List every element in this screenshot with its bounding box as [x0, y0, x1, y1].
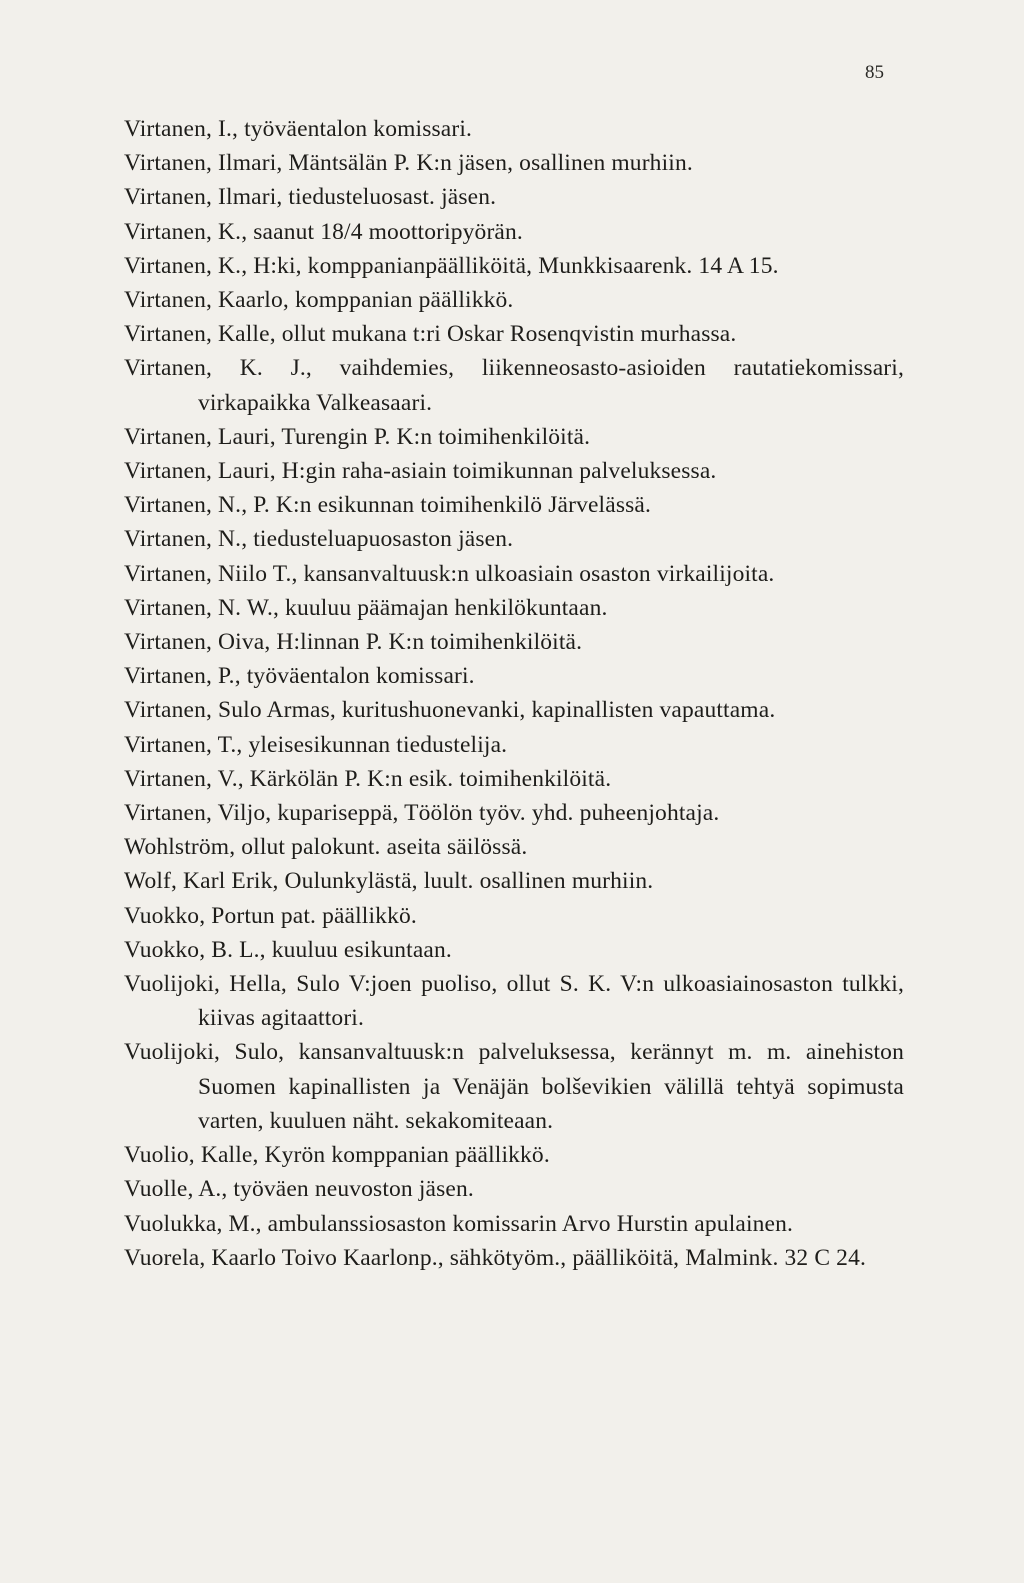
register-entry-list: [124, 112, 904, 1275]
register-entry: Virtanen, K., saanut 18/4 moottoripyörän.: [124, 218, 523, 245]
register-entry: Virtanen, I., työväentalon komissari.: [124, 116, 473, 142]
register-entry: Vuolukka, M., ambulanssiosaston komissarin Arvo Hurstin apulainen.: [124, 1210, 794, 1237]
register-entry: Virtanen, Niilo T., kansanvaltuusk:n ulkoasiain osaston virkailijoita.: [124, 560, 775, 587]
register-entry: Virtanen, Kaarlo, komppanian päällikkö.: [124, 287, 514, 314]
register-entry: Virtanen, Lauri, Turengin P. K:n toimihenkilöitä.: [124, 423, 591, 450]
register-entry: Virtanen, Ilmari, tiedusteluosast. jäsen.: [124, 184, 497, 211]
register-entry: Vuolio, Kalle, Kyrön komppanian päällikkö.: [124, 1142, 550, 1169]
register-entry: Vuolijoki, Sulo, kansanvaltuusk:n palveluksessa, kerännyt m. m. ainehiston Suomen kapinallisten ja Venäjän bolševikien välillä tehtyä sopimusta varten, kuuluen näht. sekakomiteaan.: [124, 1039, 904, 1134]
register-entry: Virtanen, Sulo Armas, kuritushuonevanki, kapinallisten vapauttama.: [124, 697, 776, 724]
register-entry: Wohlström, ollut palokunt. aseita säilössä.: [124, 834, 528, 861]
register-entry: Virtanen, T., yleisesikunnan tiedustelija.: [124, 731, 508, 758]
register-entry: Virtanen, Viljo, kupariseppä, Töölön työv. yhd. puheenjohtaja.: [124, 800, 720, 827]
register-entry: Virtanen, N., P. K:n esikunnan toimihenkilö Järvelässä.: [124, 492, 652, 519]
register-entry: Virtanen, Kalle, ollut mukana t:ri Oskar Rosenqvistin murhassa.: [124, 321, 737, 348]
register-entry: Vuolijoki, Hella, Sulo V:joen puoliso, ollut S. K. V:n ulkoasiainosaston tulkki, kiivas agitaattori.: [124, 971, 904, 1032]
register-entry: Virtanen, V., Kärkölän P. K:n esik. toimihenkilöitä.: [124, 765, 612, 792]
register-entry: Vuolle, A., työväen neuvoston jäsen.: [124, 1176, 474, 1203]
page-number: 85: [865, 62, 884, 83]
register-entry: Wolf, Karl Erik, Oulunkylästä, luult. osallinen murhiin.: [124, 868, 654, 895]
register-entry: Virtanen, P., työväentalon komissari.: [124, 663, 475, 690]
register-entry: Virtanen, Lauri, H:gin raha-asiain toimikunnan palveluksessa.: [124, 458, 717, 485]
register-entry: Virtanen, Oiva, H:linnan P. K:n toimihenkilöitä.: [124, 629, 583, 656]
register-entry: Vuokko, Portun pat. päällikkö.: [124, 902, 417, 929]
register-entry: Virtanen, K. J., vaihdemies, liikenneosasto-asioiden rautatiekomissari, virkapaikka Valkeasaari.: [124, 355, 904, 416]
register-entry: Virtanen, K., H:ki, komppanianpäälliköitä, Munkkisaarenk. 14 A 15.: [124, 252, 779, 279]
register-entry: Vuorela, Kaarlo Toivo Kaarlonp., sähkötyöm., päälliköitä, Malmink. 32 C 24.: [124, 1244, 866, 1271]
register-entry: Virtanen, N., tiedusteluapuosaston jäsen.: [124, 526, 514, 553]
register-entry: Virtanen, N. W., kuuluu päämajan henkilökuntaan.: [124, 594, 608, 621]
register-entry: Vuokko, B. L., kuuluu esikuntaan.: [124, 936, 452, 963]
register-entry: Virtanen, Ilmari, Mäntsälän P. K:n jäsen, osallinen murhiin.: [124, 150, 693, 177]
